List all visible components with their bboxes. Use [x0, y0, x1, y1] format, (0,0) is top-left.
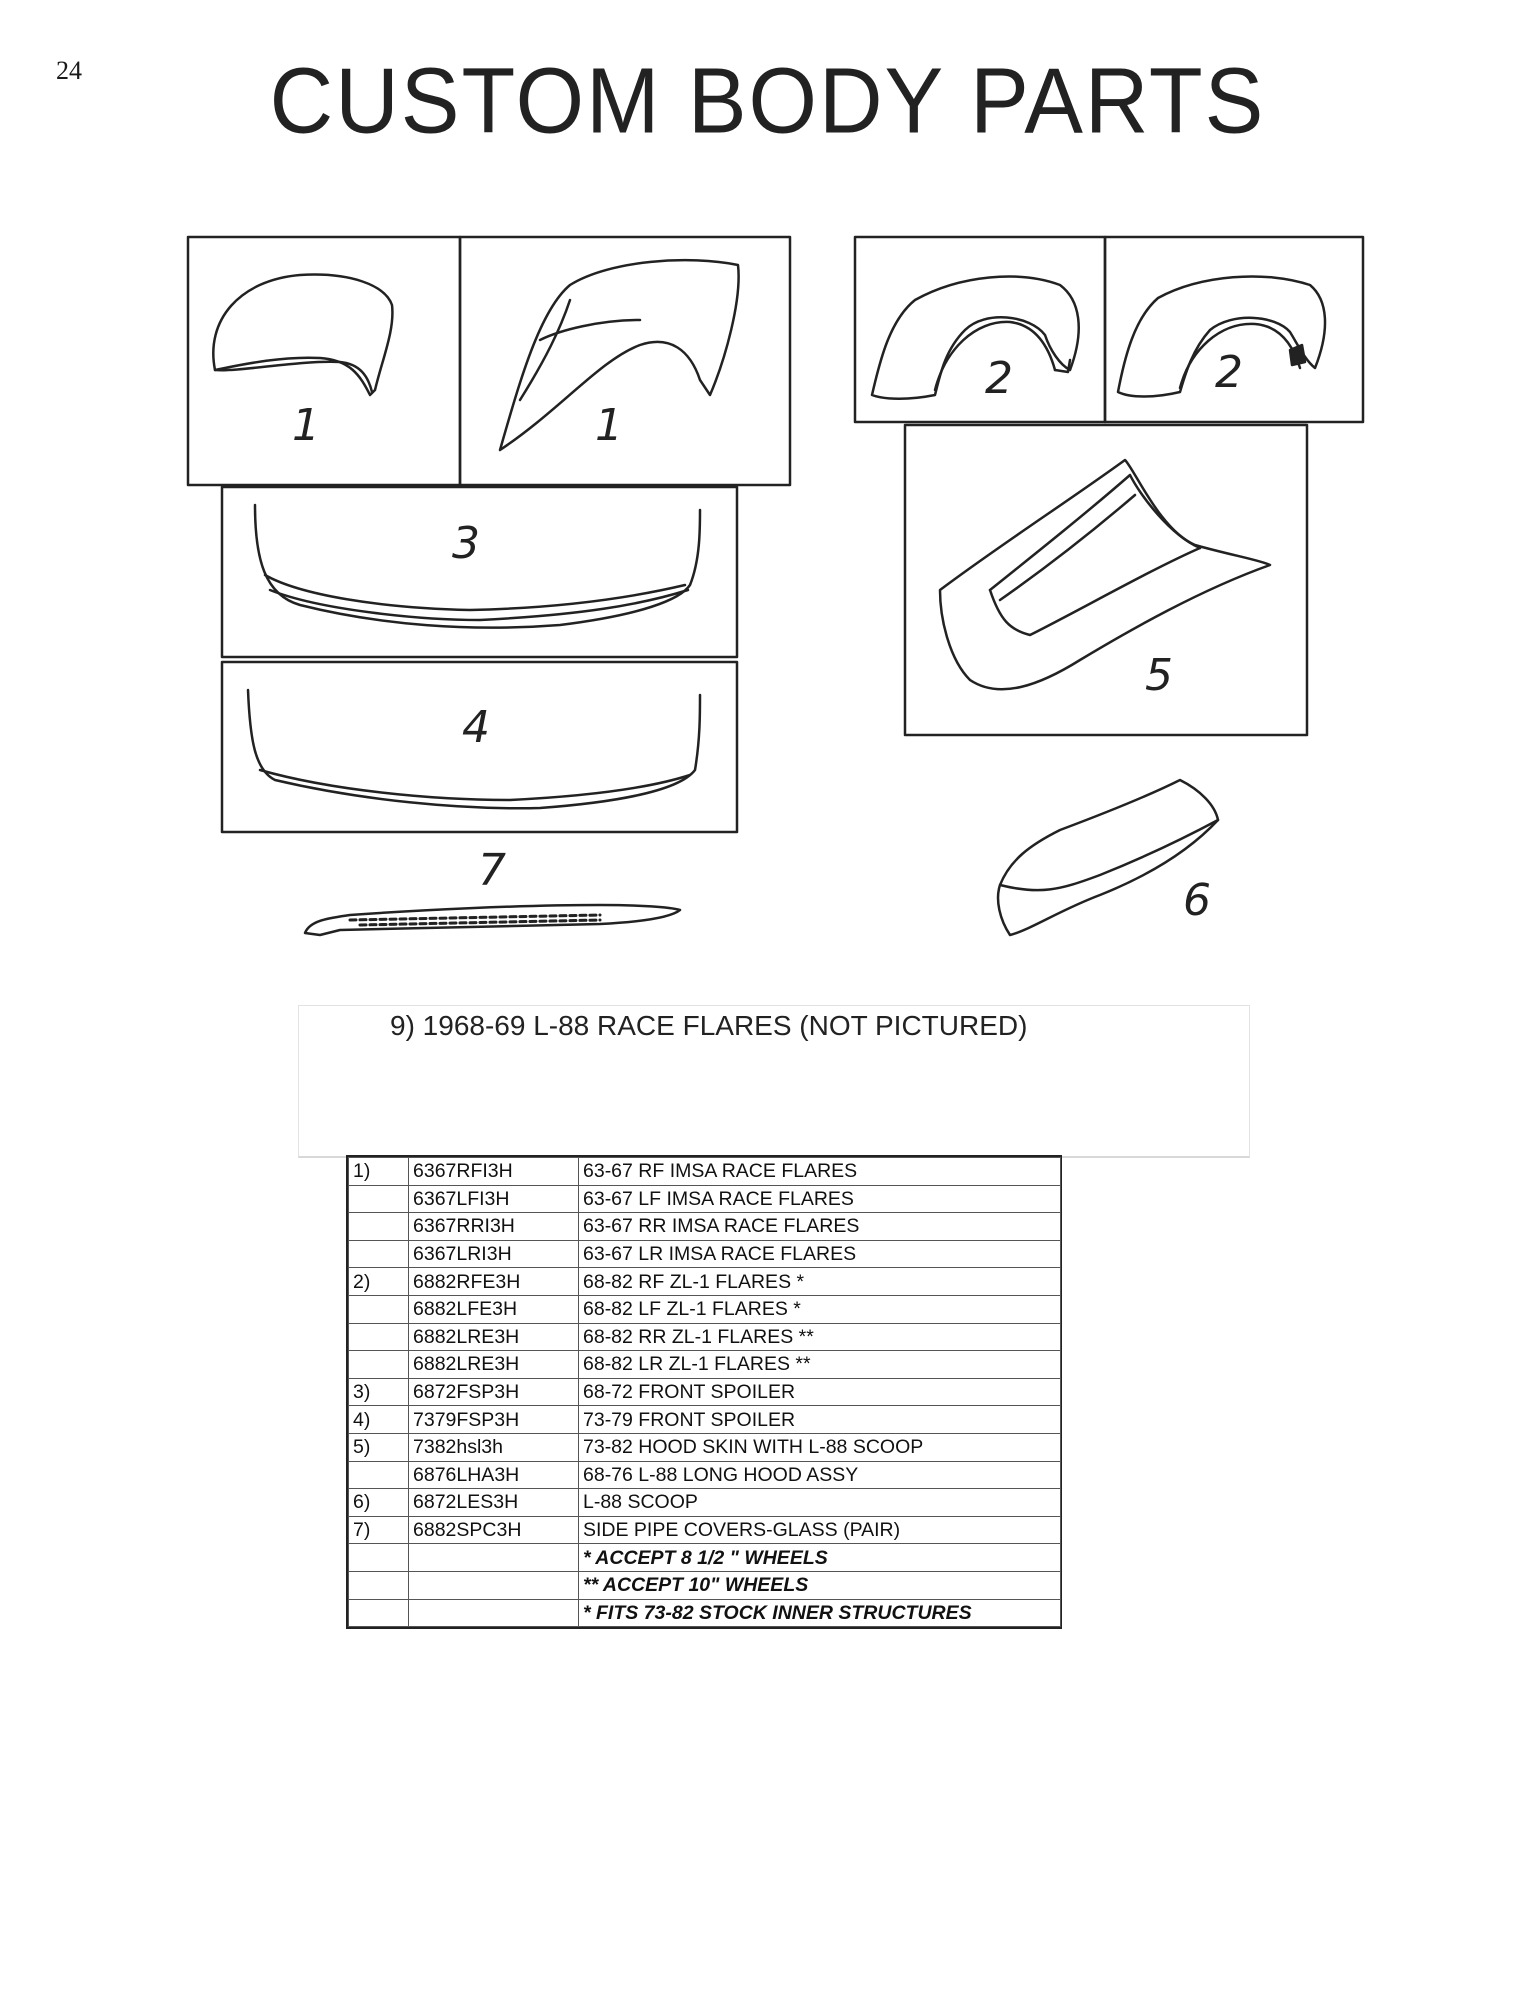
- part-number-cell: 6367LRI3H: [409, 1240, 579, 1268]
- empty-cell: [349, 1599, 409, 1627]
- description-cell: 63-67 LF IMSA RACE FLARES: [579, 1185, 1061, 1213]
- table-row: [349, 1461, 1061, 1489]
- item-number-cell: 1): [349, 1158, 409, 1186]
- description-cell: SIDE PIPE COVERS-GLASS (PAIR): [579, 1516, 1061, 1544]
- frame-part-3: [222, 487, 737, 657]
- label-part-3: 3: [452, 518, 480, 569]
- table-row: [349, 1378, 1061, 1406]
- part-number-cell: 6872FSP3H: [409, 1378, 579, 1406]
- item-number-cell: 7): [349, 1516, 409, 1544]
- label-part-2a: 2: [985, 353, 1013, 404]
- table-note-row: [349, 1599, 1061, 1627]
- note-cell: * FITS 73-82 STOCK INNER STRUCTURES: [579, 1599, 1061, 1627]
- item-number-cell: [349, 1461, 409, 1489]
- description-cell: 68-82 RR ZL-1 FLARES **: [579, 1323, 1061, 1351]
- item-number-cell: 5): [349, 1433, 409, 1461]
- description-cell: 73-82 HOOD SKIN WITH L-88 SCOOP: [579, 1433, 1061, 1461]
- label-part-1b: 1: [595, 400, 623, 451]
- label-part-5: 5: [1145, 650, 1173, 701]
- frame-part-1b: [460, 237, 790, 485]
- part-number-cell: 6882LRE3H: [409, 1351, 579, 1379]
- part-1a-drawing: [213, 275, 392, 395]
- item-number-cell: [349, 1351, 409, 1379]
- empty-cell: [349, 1571, 409, 1599]
- description-cell: 68-82 LF ZL-1 FLARES *: [579, 1295, 1061, 1323]
- label-part-1a: 1: [292, 400, 320, 451]
- item-number-cell: 2): [349, 1268, 409, 1296]
- empty-cell: [409, 1571, 579, 1599]
- item-number-cell: [349, 1295, 409, 1323]
- description-cell: 73-79 FRONT SPOILER: [579, 1406, 1061, 1434]
- part-number-cell: 7379FSP3H: [409, 1406, 579, 1434]
- description-cell: 68-76 L-88 LONG HOOD ASSY: [579, 1461, 1061, 1489]
- part-number-cell: 6882LFE3H: [409, 1295, 579, 1323]
- empty-cell: [409, 1544, 579, 1572]
- part-5-drawing: [940, 460, 1270, 689]
- table-row: [349, 1185, 1061, 1213]
- table-row: [349, 1516, 1061, 1544]
- item-number-cell: 4): [349, 1406, 409, 1434]
- part-number-cell: 7382hsl3h: [409, 1433, 579, 1461]
- item-number-cell: [349, 1213, 409, 1241]
- part-number-cell: 6882SPC3H: [409, 1516, 579, 1544]
- table-row: [349, 1268, 1061, 1296]
- part-number-cell: 6882LRE3H: [409, 1323, 579, 1351]
- table-row: [349, 1351, 1061, 1379]
- page-title: CUSTOM BODY PARTS: [269, 48, 1266, 153]
- item-number-cell: [349, 1240, 409, 1268]
- description-cell: 68-72 FRONT SPOILER: [579, 1378, 1061, 1406]
- note-cell: * ACCEPT 8 1/2 " WHEELS: [579, 1544, 1061, 1572]
- part-number-cell: 6367RFI3H: [409, 1158, 579, 1186]
- table-row: [349, 1295, 1061, 1323]
- description-cell: 63-67 RF IMSA RACE FLARES: [579, 1158, 1061, 1186]
- table-row: [349, 1240, 1061, 1268]
- label-part-7: 7: [478, 845, 506, 896]
- part-2a-drawing: [872, 277, 1079, 399]
- table-row: [349, 1323, 1061, 1351]
- item-number-cell: 6): [349, 1489, 409, 1517]
- label-part-6: 6: [1183, 875, 1211, 926]
- parts-table: [346, 1155, 1062, 1629]
- description-cell: L-88 SCOOP: [579, 1489, 1061, 1517]
- description-cell: 63-67 RR IMSA RACE FLARES: [579, 1213, 1061, 1241]
- description-cell: 68-82 RF ZL-1 FLARES *: [579, 1268, 1061, 1296]
- description-cell: 68-82 LR ZL-1 FLARES **: [579, 1351, 1061, 1379]
- part-number-cell: 6367LFI3H: [409, 1185, 579, 1213]
- table-note-row: [349, 1544, 1061, 1572]
- caption-not-pictured: 9) 1968-69 L-88 RACE FLARES (NOT PICTURED): [390, 1010, 1028, 1041]
- empty-cell: [409, 1599, 579, 1627]
- label-part-4: 4: [462, 702, 490, 753]
- description-cell: 63-67 LR IMSA RACE FLARES: [579, 1240, 1061, 1268]
- part-number-cell: 6876LHA3H: [409, 1461, 579, 1489]
- label-part-2b: 2: [1215, 347, 1243, 398]
- part-number-cell: 6882RFE3H: [409, 1268, 579, 1296]
- page-number: 24: [56, 56, 82, 85]
- item-number-cell: [349, 1323, 409, 1351]
- item-number-cell: 3): [349, 1378, 409, 1406]
- empty-cell: [349, 1544, 409, 1572]
- table-note-row: [349, 1571, 1061, 1599]
- frame-part-5: [905, 425, 1307, 735]
- part-number-cell: 6367RRI3H: [409, 1213, 579, 1241]
- table-row: [349, 1489, 1061, 1517]
- table-row: [349, 1433, 1061, 1461]
- item-number-cell: [349, 1185, 409, 1213]
- table-row: [349, 1213, 1061, 1241]
- note-cell: ** ACCEPT 10" WHEELS: [579, 1571, 1061, 1599]
- table-row: [349, 1406, 1061, 1434]
- part-number-cell: 6872LES3H: [409, 1489, 579, 1517]
- part-7-drawing: [305, 905, 680, 935]
- table-row: [349, 1158, 1061, 1186]
